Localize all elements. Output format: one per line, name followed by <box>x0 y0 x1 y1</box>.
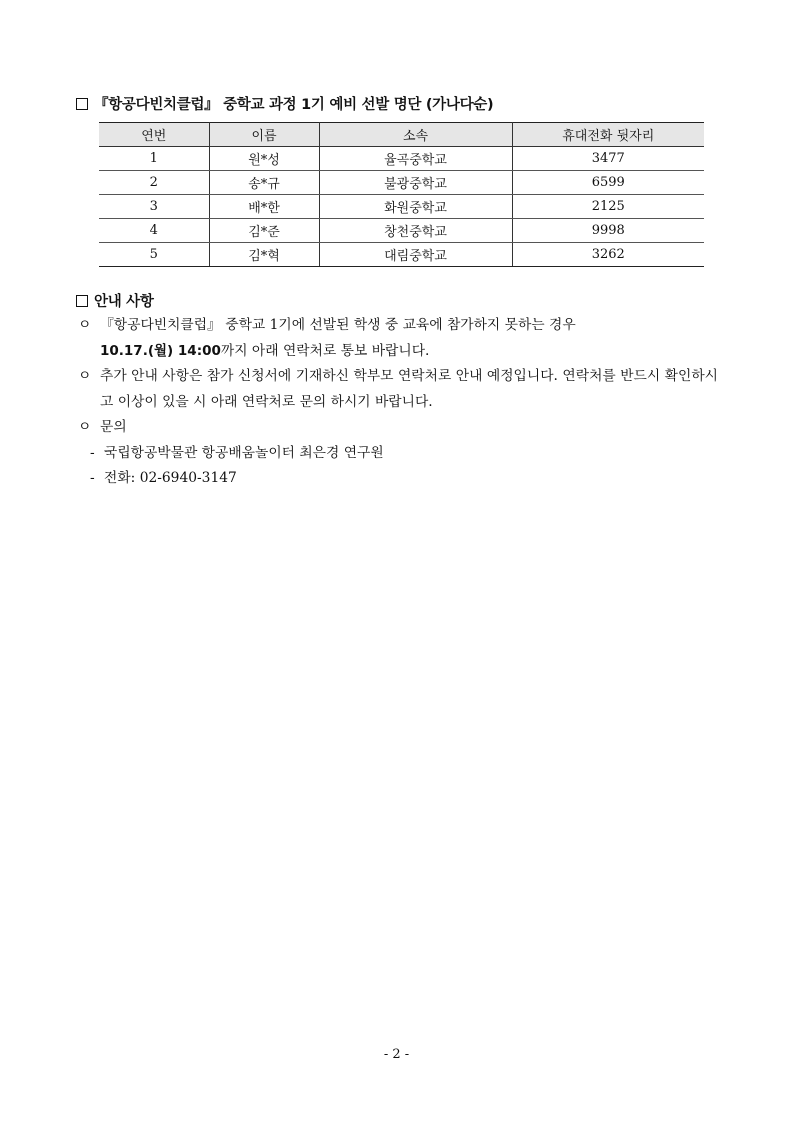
notice-item-inquiry <box>78 415 718 441</box>
dash-bullet-icon: - <box>90 470 95 486</box>
roster-title: 『항공다빈치클럽』 중학교 과정 1기 예비 선발 명단 (가나다순) <box>94 97 494 113</box>
header-number: 연번 <box>99 123 209 147</box>
cell-phone-suffix: 3262 <box>512 243 704 267</box>
circle-bullet-icon: ㅇ <box>78 368 92 384</box>
checkbox-square-icon <box>76 98 88 110</box>
cell-phone-suffix: 3477 <box>512 147 704 171</box>
notice-item-contact-check <box>78 364 718 415</box>
cell-school: 화원중학교 <box>319 195 512 219</box>
cell-school: 율곡중학교 <box>319 147 512 171</box>
cell-number: 3 <box>99 195 209 219</box>
cell-name: 원*성 <box>209 147 319 171</box>
cell-number: 5 <box>99 243 209 267</box>
cell-school: 창천중학교 <box>319 219 512 243</box>
header-school: 소속 <box>319 123 512 147</box>
cell-number: 4 <box>99 219 209 243</box>
circle-bullet-icon: ㅇ <box>78 317 92 333</box>
notice-section-heading <box>76 290 154 311</box>
notice-item-cancellation <box>78 313 718 364</box>
table-row <box>99 171 704 195</box>
contact-phone-line <box>78 466 718 492</box>
table-row <box>99 219 704 243</box>
cell-name: 배*한 <box>209 195 319 219</box>
contact-person: 국립항공박물관 항공배움놀이터 최은경 연구원 <box>104 444 384 461</box>
notice-item2-text: 추가 안내 사항은 참가 신청서에 기재하신 학부모 연락처로 안내 예정입니다. 연락처를 반드시 확인하시고 이상이 있을 시 아래 연락처로 문의 하시기 바랍니다. <box>100 368 718 410</box>
cell-school: 불광중학교 <box>319 171 512 195</box>
cell-phone-suffix: 2125 <box>512 195 704 219</box>
page-number: - 2 - <box>383 1047 410 1062</box>
notice-item1-text-end: 까지 아래 연락처로 통보 바랍니다. <box>220 342 430 359</box>
circle-bullet-icon: ㅇ <box>78 419 92 435</box>
cell-name: 송*규 <box>209 171 319 195</box>
dash-bullet-icon: - <box>90 444 95 461</box>
notice-item3-text: 문의 <box>100 419 127 435</box>
cell-phone-suffix: 6599 <box>512 171 704 195</box>
cell-name: 김*준 <box>209 219 319 243</box>
notice-list <box>78 313 718 492</box>
table-row <box>99 243 704 267</box>
roster-table <box>99 122 704 267</box>
checkbox-square-icon <box>76 295 88 307</box>
table-row <box>99 147 704 171</box>
deadline-date: 10.17.(월) 14:00 <box>100 342 221 359</box>
table-row <box>99 195 704 219</box>
cell-number: 1 <box>99 147 209 171</box>
notice-item1-text: 『항공다빈치클럽』 중학교 1기에 선발된 학생 중 교육에 참가하지 못하는 경우 <box>100 317 576 333</box>
cell-name: 김*혁 <box>209 243 319 267</box>
contact-phone: 전화: 02-6940-3147 <box>104 470 237 486</box>
cell-phone-suffix: 9998 <box>512 219 704 243</box>
table-header-row <box>99 123 704 147</box>
cell-number: 2 <box>99 171 209 195</box>
roster-section-heading <box>76 93 493 114</box>
notice-title: 안내 사항 <box>94 294 154 310</box>
cell-school: 대림중학교 <box>319 243 512 267</box>
header-name: 이름 <box>209 123 319 147</box>
header-phone-suffix: 휴대전화 뒷자리 <box>512 123 704 147</box>
contact-person-line <box>78 441 718 467</box>
